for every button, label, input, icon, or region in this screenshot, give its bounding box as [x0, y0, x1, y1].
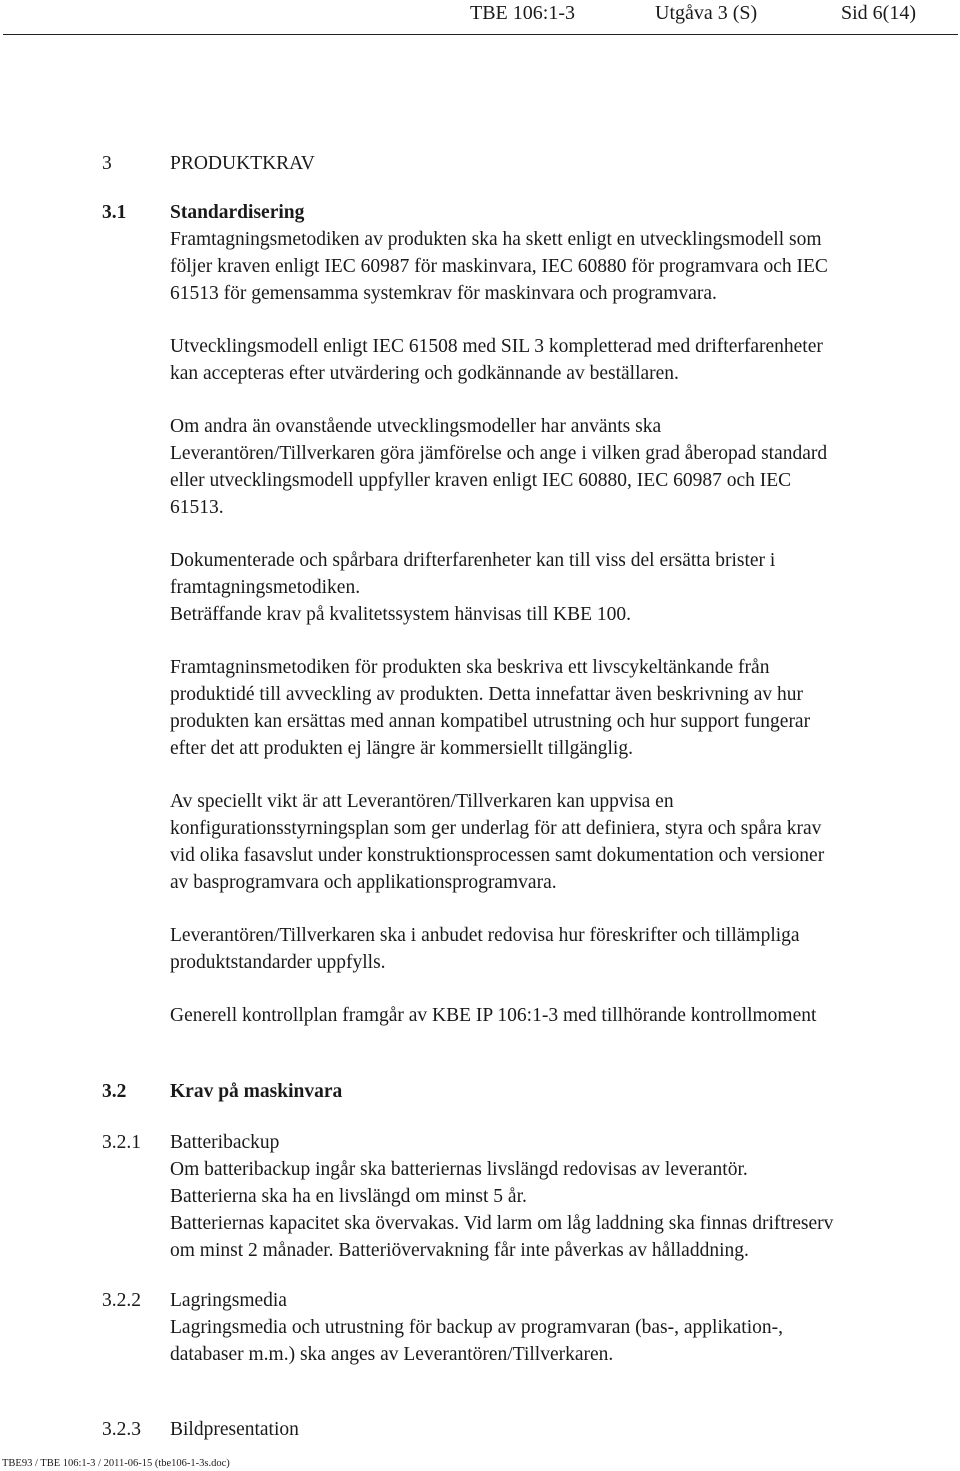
paragraph-line: Om batteribackup ingår ska batteriernas livslängd redovisas av leverantör. — [170, 1159, 748, 1180]
section-3-2-heading — [170, 1078, 960, 1105]
header-page-number: Sid 6(14) — [841, 2, 916, 24]
page-footer: TBE93 / TBE 106:1-3 / 2011-06-15 (tbe106-1-3s.doc) — [2, 1458, 230, 1469]
page-header — [0, 0, 960, 38]
paragraph-line: Leverantören/Tillverkaren ska i anbudet redovisa hur föreskrifter och tillämpliga — [170, 925, 800, 946]
paragraph-line: produktstandarder uppfylls. — [170, 952, 386, 973]
section-3-2-3-title: Bildpresentation — [170, 1419, 299, 1440]
paragraph-line: Framtagninsmetodiken för produkten ska beskriva ett livscykeltänkande från — [170, 657, 770, 678]
section-3-title: PRODUKTKRAV — [170, 153, 315, 174]
paragraph-line: eller utvecklingsmodell uppfyller kraven enligt IEC 60880, IEC 60987 och IEC — [170, 470, 792, 491]
paragraph-line: produkten kan ersättas med annan kompatibel utrustning och hur support fungerar — [170, 711, 811, 732]
paragraph-line: av basprogramvara och applikationsprogramvara. — [170, 872, 557, 893]
section-3-2-1-number: 3.2.1 — [102, 1132, 141, 1153]
paragraph-other-models — [170, 413, 960, 521]
paragraph-line: Generell kontrollplan framgår av KBE IP 106:1-3 med tillhörande kontrollmoment — [170, 1005, 817, 1026]
paragraph-line: om minst 2 månader. Batteriövervakning får inte påverkas av hålladdning. — [170, 1240, 749, 1261]
paragraph-line: Batteriernas kapacitet ska övervakas. Vid larm om låg laddning ska finnas driftreserv — [170, 1213, 834, 1234]
paragraph-line: Batterierna ska ha en livslängd om minst 5 år. — [170, 1186, 527, 1207]
paragraph-line: Beträffande krav på kvalitetssystem hänvisas till KBE 100. — [170, 604, 632, 625]
header-document-id: TBE 106:1-3 — [470, 2, 575, 24]
paragraph-line: 61513. — [170, 497, 224, 518]
header-divider — [3, 34, 958, 35]
paragraph-line: Leverantören/Tillverkaren göra jämförelse och ange i vilken grad åberopad standard — [170, 443, 828, 464]
section-3-2-1-body — [170, 1129, 960, 1264]
paragraph-line: konfigurationsstyrningsplan som ger underlag för att definiera, styra och spåra krav — [170, 818, 822, 839]
paragraph-iec-61508 — [170, 333, 960, 387]
paragraph-line: Dokumenterade och spårbara drifterfarenheter kan till viss del ersätta brister i — [170, 550, 776, 571]
paragraph-line: efter det att produkten ej längre är kommersiellt tillgänglig. — [170, 738, 633, 759]
section-3-1-title: Standardisering — [170, 202, 305, 223]
section-3-2-1-title: Batteribackup — [170, 1132, 280, 1153]
paragraph-line: Av speciellt vikt är att Leverantören/Tillverkaren kan uppvisa en — [170, 791, 674, 812]
section-3-number: 3 — [102, 153, 112, 174]
section-3-2-3-number: 3.2.3 — [102, 1419, 141, 1440]
section-3-2-3-heading — [170, 1416, 960, 1443]
section-3-2-2-body — [170, 1287, 960, 1368]
header-edition: Utgåva 3 (S) — [655, 2, 758, 24]
paragraph-operating-experience — [170, 547, 960, 628]
section-3-2-2-number: 3.2.2 — [102, 1290, 141, 1311]
paragraph-line: kan accepteras efter utvärdering och godkännande av beställaren. — [170, 363, 679, 384]
paragraph-lifecycle — [170, 654, 960, 762]
section-3-2-number: 3.2 — [102, 1081, 127, 1102]
section-3-heading — [170, 150, 960, 177]
section-3-1-heading — [170, 199, 960, 226]
paragraph-control-plan — [170, 1002, 960, 1029]
paragraph-product-standards — [170, 922, 960, 976]
paragraph-line: Om andra än ovanstående utvecklingsmodeller har använts ska — [170, 416, 662, 437]
paragraph-line: Utvecklingsmodell enligt IEC 61508 med SIL 3 kompletterad med drifterfarenheter — [170, 336, 823, 357]
paragraph-line: följer kraven enligt IEC 60987 för maskinvara, IEC 60880 för programvara och IEC — [170, 256, 828, 277]
section-3-1-number: 3.1 — [102, 202, 127, 223]
paragraph-development-model — [170, 226, 960, 307]
section-3-2-title: Krav på maskinvara — [170, 1081, 343, 1102]
paragraph-line: framtagningsmetodiken. — [170, 577, 361, 598]
paragraph-line: Lagringsmedia och utrustning för backup av programvaran (bas-, applikation-, — [170, 1317, 783, 1338]
paragraph-line: Framtagningsmetodiken av produkten ska ha skett enligt en utvecklingsmodell som — [170, 229, 822, 250]
paragraph-line: 61513 för gemensamma systemkrav för maskinvara och programvara. — [170, 283, 717, 304]
paragraph-line: databaser m.m.) ska anges av Leverantören/Tillverkaren. — [170, 1344, 614, 1365]
paragraph-line: produktidé till avveckling av produkten. Detta innefattar även beskrivning av hur — [170, 684, 804, 705]
section-3-2-2-title: Lagringsmedia — [170, 1290, 287, 1311]
paragraph-configuration-plan — [170, 788, 960, 896]
paragraph-line: vid olika fasavslut under konstruktionsprocessen samt dokumentation och versioner — [170, 845, 825, 866]
